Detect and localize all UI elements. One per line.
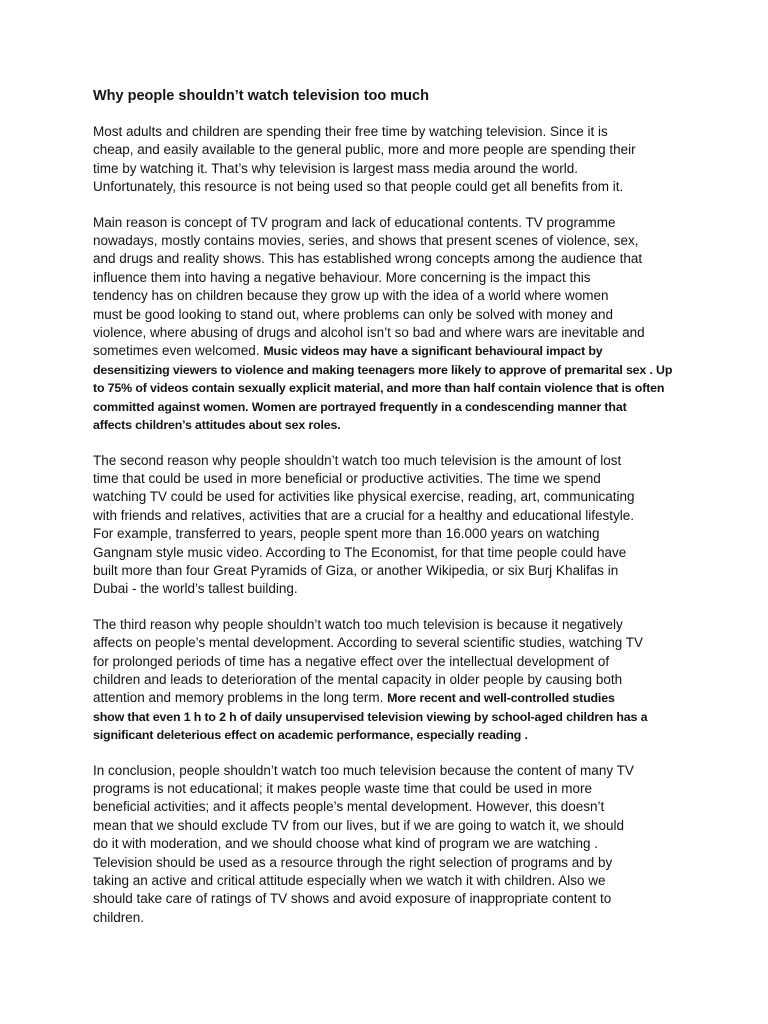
text-line: Gangnam style music video. According to The Economist, for that time people could have <box>93 544 627 560</box>
text-line: children. <box>93 909 145 925</box>
text-line: beneficial activities; and it affects people’s mental development. However, this doesn’t <box>93 799 605 815</box>
text-line: watching TV could be used for activities like physical exercise, reading, art, communicating <box>93 489 635 505</box>
text-line: Unfortunately, this resource is not being used so that people could get all benefits from it. <box>93 179 624 195</box>
text-line-mixed <box>93 342 683 360</box>
text-line-small: desensitizing viewers to violence and making teenagers more likely to approve of premarital sex . Up <box>93 362 673 377</box>
text-line: violence, where abusing of drugs and alcohol isn’t so bad and where wars are inevitable and <box>93 325 645 341</box>
text-line-head: attention and memory problems in the long term. <box>93 690 388 706</box>
text-line: In conclusion, people shouldn’t watch too much television because the content of many TV <box>93 762 634 778</box>
text-line: The second reason why people shouldn’t watch too much television is the amount of lost <box>93 452 622 468</box>
text-line: time that could be used in more beneficial or productive activities. The time we spend <box>93 470 601 486</box>
text-line-small: show that even 1 h to 2 h of daily unsupervised television viewing by school-aged children has a <box>93 709 648 724</box>
text-line: tendency has on children because they grow up with the idea of a world where women <box>93 288 609 304</box>
text-line: and drugs and reality shows. This has established wrong concepts among the audience that <box>93 251 643 267</box>
text-line: built more than four Great Pyramids of Giza, or another Wikipedia, or six Burj Khalifas in <box>93 562 619 578</box>
text-line: mean that we should exclude TV from our lives, but if we are going to watch it, we should <box>93 817 625 833</box>
paragraph-conclusion <box>93 762 683 928</box>
text-line: influence them into having a negative behaviour. More concerning is the impact this <box>93 269 591 285</box>
text-line: taking an active and critical attitude especially when we watch it with children. Also we <box>93 873 606 889</box>
text-line: The third reason why people shouldn’t watch too much television is because it negatively <box>93 616 623 632</box>
document-page <box>93 86 683 944</box>
text-line-mixed <box>93 689 683 707</box>
paragraph-third-reason <box>93 616 683 745</box>
paragraph-intro <box>93 123 683 197</box>
text-line-small: significant deleterious effect on academic performance, especially reading . <box>93 728 528 743</box>
text-line-tail: Music videos may have a significant behavioural impact by <box>263 344 603 359</box>
text-line: Main reason is concept of TV program and lack of educational contents. TV programme <box>93 214 616 230</box>
page-title: Why people shouldn’t watch television too much <box>93 88 429 104</box>
text-line: time by watching it. That’s why television is largest mass media around the world. <box>93 160 578 176</box>
text-line: Dubai - the world’s tallest building. <box>93 581 298 597</box>
text-line-small: committed against women. Women are portrayed frequently in a condescending manner that <box>93 399 627 414</box>
text-line: for prolonged periods of time has a negative effect over the intellectual development of <box>93 653 610 669</box>
text-line-small: affects children’s attitudes about sex roles. <box>93 418 341 433</box>
text-line: For example, transferred to years, people spent more than 16.000 years on watching <box>93 526 600 542</box>
text-line-small: to 75% of videos contain sexually explicit material, and more than half contain violence that is often <box>93 381 665 396</box>
text-line-head: sometimes even welcomed. <box>93 343 264 359</box>
text-line-tail: More recent and well-controlled studies <box>387 691 615 706</box>
text-line: cheap, and easily available to the general public, more and more people are spending their <box>93 142 636 158</box>
text-line: with friends and relatives, activities that are a crucial for a healthy and educational lifestyle. <box>93 507 635 523</box>
text-line: Television should be used as a resource through the right selection of programs and by <box>93 854 613 870</box>
text-line: programs is not educational; it makes people waste time that could be used in more <box>93 781 593 796</box>
text-line: should take care of ratings of TV shows and avoid exposure of inappropriate content to <box>93 891 612 907</box>
text-line: affects on people’s mental development. According to several scientific studies, watching TV <box>93 635 644 651</box>
text-line: children and leads to deterioration of the mental capacity in older people by causing both <box>93 671 623 687</box>
text-line: do it with moderation, and we should choose what kind of program we are watching . <box>93 836 599 852</box>
paragraph-second-reason <box>93 452 683 599</box>
paragraph-main-reason <box>93 214 683 435</box>
text-line: must be good looking to stand out, where problems can only be solved with money and <box>93 306 614 322</box>
text-line: Most adults and children are spending their free time by watching television. Since it is <box>93 124 608 139</box>
text-line: nowadays, mostly contains movies, series, and shows that present scenes of violence, sex, <box>93 233 639 249</box>
